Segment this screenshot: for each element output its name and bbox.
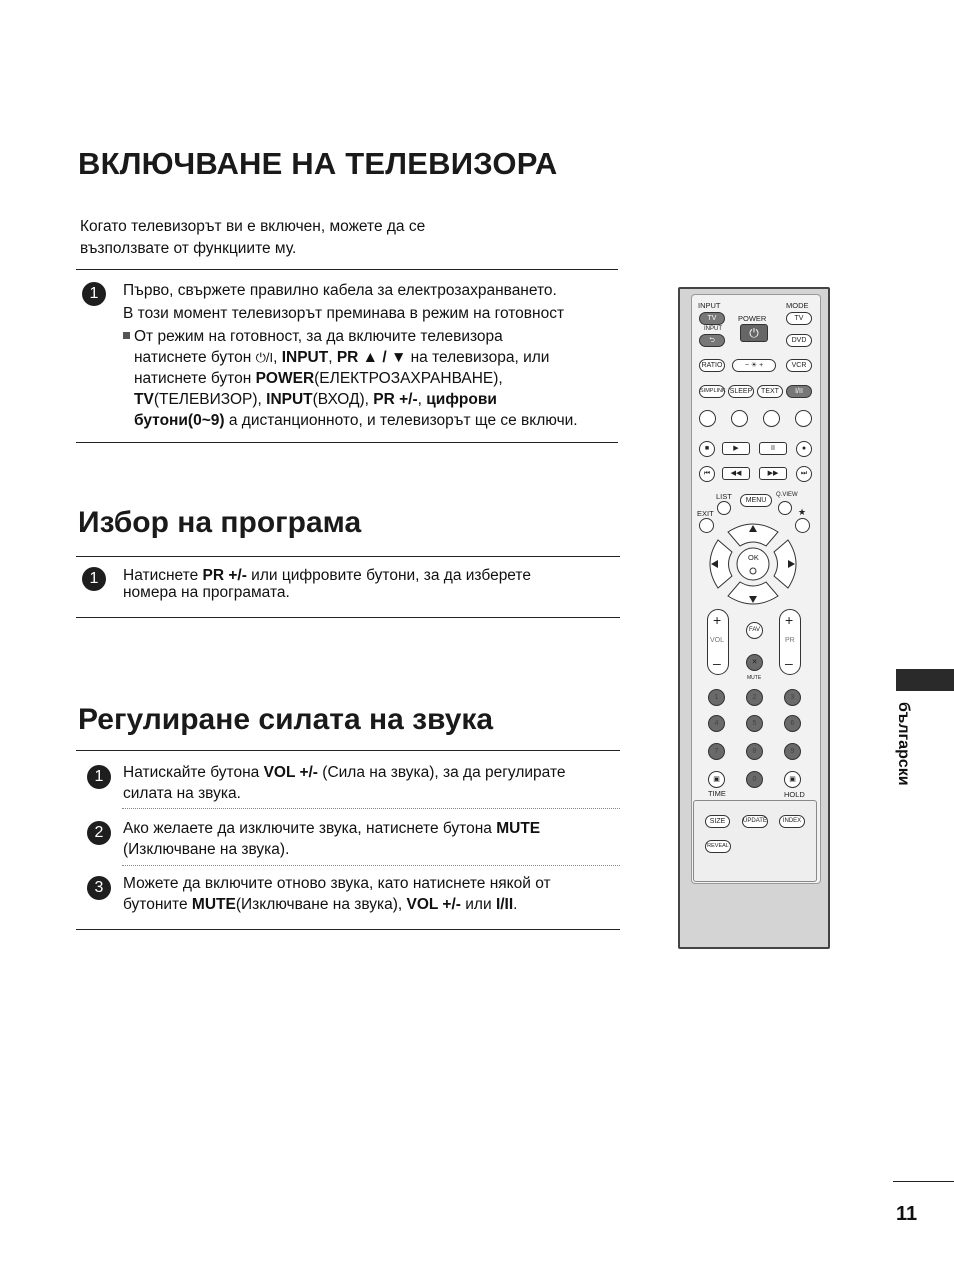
step-text: бутоните <box>123 896 192 913</box>
mute-bold: MUTE <box>191 896 236 913</box>
text-button: TEXT <box>757 385 783 398</box>
remote-label: TIME <box>708 789 726 798</box>
section-title: Избор на програма <box>78 506 362 539</box>
step-number: 2 <box>87 821 111 845</box>
bullet-text: , <box>273 349 282 366</box>
brightness-button: − ☀ + <box>732 359 776 372</box>
digit-8-button: 8 <box>746 743 763 760</box>
skip-back-button: ⏮ <box>699 466 715 482</box>
red-color-button <box>699 410 716 427</box>
bullet-text: От режим на готовност, за да включите телевизора <box>134 328 503 345</box>
input-bold: INPUT <box>281 349 329 366</box>
blue-color-button <box>795 410 812 427</box>
vol-step-3 <box>123 873 623 915</box>
bullet-text: , <box>328 349 337 366</box>
step-line <box>123 762 623 783</box>
page-number: 11 <box>896 1203 918 1225</box>
divider <box>76 929 620 930</box>
list-button <box>717 501 731 515</box>
divider <box>76 617 620 618</box>
i-ii-bold: I/II <box>495 896 514 913</box>
time-button: ▣ <box>708 771 725 788</box>
pause-button: II <box>759 442 787 455</box>
vol-minus-icon: – <box>713 655 721 671</box>
step-1-text <box>123 280 623 431</box>
step-line: номера на програмата. <box>123 584 290 601</box>
bullet-text: натиснете бутон <box>134 349 256 366</box>
step-line <box>123 894 623 915</box>
sleep-button: SLEEP <box>728 385 754 398</box>
menu-button: MENU <box>740 494 772 507</box>
step-number: 1 <box>82 567 106 591</box>
bullet-text: , <box>417 391 427 408</box>
digit-3-button: 3 <box>784 689 801 706</box>
bullet-line <box>123 389 623 410</box>
digit-7-button: 7 <box>708 743 725 760</box>
vol-plus-icon: + <box>713 612 722 628</box>
bullet-text: натиснете бутон <box>134 370 256 387</box>
intro-line: възползвате от функциите му. <box>80 240 297 257</box>
step-line: Първо, свържете правилно кабела за електрозахранването. <box>123 282 557 299</box>
digit-9-button: 9 <box>784 743 801 760</box>
digit-4-button: 4 <box>708 715 725 732</box>
mute-bold: MUTE <box>496 820 541 837</box>
bullet-text: на телевизора, или <box>406 349 550 366</box>
divider <box>76 442 618 443</box>
page-number-rule <box>893 1181 954 1182</box>
pr-bold: PR +/- <box>202 567 247 584</box>
minus-label: − <box>744 362 749 369</box>
intro-line: Когато телевизорът ви е включен, можете да се <box>80 218 426 235</box>
green-color-button <box>731 410 748 427</box>
digits-bold: цифрови <box>426 391 497 408</box>
step-number: 1 <box>87 765 111 789</box>
intro-text <box>80 216 500 260</box>
index-button: INDEX <box>779 815 805 828</box>
bullet-square-icon <box>123 332 130 339</box>
bullet-line <box>123 410 623 431</box>
vcr-button: VCR <box>786 359 812 372</box>
language-tab-block <box>896 669 954 691</box>
pr-bold: PR ▲ / ▼ <box>336 349 407 366</box>
remote-label: HOLD <box>784 790 805 799</box>
step-text: или <box>460 896 496 913</box>
remote-label: LIST <box>716 492 732 501</box>
bullet-text: (ВХОД), <box>312 391 374 408</box>
remote-label: MUTE <box>747 675 762 681</box>
step-number: 1 <box>82 282 106 306</box>
hold-button: ▣ <box>784 771 801 788</box>
update-button: UPDATE <box>742 815 768 828</box>
record-button: ● <box>796 441 812 457</box>
qview-button <box>778 501 792 515</box>
divider <box>76 269 618 270</box>
stop-button: ■ <box>699 441 715 457</box>
remote-label: INPUT <box>704 326 722 332</box>
bullet-line <box>123 326 623 347</box>
pr-minus-icon: – <box>785 655 793 671</box>
step-text: Ако желаете да изключите звука, натиснете бутона <box>123 820 497 837</box>
step-line <box>123 567 623 584</box>
skip-forward-button: ⏭ <box>796 466 812 482</box>
dotted-divider <box>122 808 620 809</box>
remote-label: EXIT <box>697 509 714 518</box>
tv-button: TV <box>699 312 725 325</box>
size-button: SIZE <box>705 815 730 828</box>
dvd-button: DVD <box>786 334 812 347</box>
vol-step-2 <box>123 818 623 860</box>
bullet-text: а дистанционното, и телевизорът ще се включи. <box>224 412 578 429</box>
ratio-button: RATIO <box>699 359 725 372</box>
digit-2-button: 2 <box>746 689 763 706</box>
remote-label: MODE <box>786 301 809 310</box>
section-2-text <box>123 567 623 601</box>
pr-bold: PR +/- <box>373 391 418 408</box>
step-line: Можете да включите отново звука, като натиснете някой от <box>123 875 551 892</box>
pr-plus-icon: + <box>785 612 794 628</box>
tv-bold: TV <box>134 391 154 408</box>
remote-label: VOL <box>710 637 725 644</box>
input-button: ⮌ <box>699 334 725 347</box>
reveal-button: REVEAL <box>705 840 731 853</box>
step-line: (Изключване на звука). <box>123 841 290 858</box>
digits-bold: бутони(0~9) <box>134 412 225 429</box>
input-bold: INPUT <box>266 391 313 408</box>
remote-label: Q.VIEW <box>776 492 798 498</box>
digit-1-button: 1 <box>708 689 725 706</box>
step-text: Натискайте бутона <box>123 764 264 781</box>
remote-label: INPUT <box>698 301 721 310</box>
i-ii-button: I/II <box>786 385 812 398</box>
step-number: 3 <box>87 876 111 900</box>
remote-label: PR <box>785 637 795 644</box>
bullet-line <box>123 368 623 389</box>
step-text: . <box>513 896 518 913</box>
rewind-button: ◀◀ <box>722 467 750 480</box>
bullet-text: (ЕЛЕКТРОЗАХРАНВАНЕ), <box>314 370 503 387</box>
plus-label: + <box>759 362 764 369</box>
step-text: (Сила на звука), за да регулирате <box>317 764 566 781</box>
fav-button: FAV <box>746 622 763 639</box>
fast-forward-button: ▶▶ <box>759 467 787 480</box>
step-text: Натиснете <box>123 567 203 584</box>
remote-label: POWER <box>738 314 767 323</box>
bullet-line <box>123 347 623 368</box>
digit-5-button: 5 <box>746 715 763 732</box>
remote-label: OK <box>748 553 759 562</box>
bullet-text: (ТЕЛЕВИЗОР), <box>153 391 267 408</box>
digit-6-button: 6 <box>784 715 801 732</box>
vol-bold: VOL +/- <box>406 896 461 913</box>
language-tab <box>884 700 924 800</box>
vol-step-1 <box>123 762 623 804</box>
language-tab-label: български <box>895 702 912 786</box>
navigation-pad <box>706 520 800 608</box>
digit-0-button: 0 <box>746 771 763 788</box>
divider <box>76 556 620 557</box>
divider <box>76 750 620 751</box>
mute-button: ✕ <box>746 654 763 671</box>
step-text: (Изключване на звука), <box>235 896 407 913</box>
step-text: или цифровите бутони, за да изберете <box>246 567 531 584</box>
yellow-color-button <box>763 410 780 427</box>
power-bold: POWER <box>255 370 315 387</box>
star-icon: ★ <box>798 507 807 517</box>
power-button: ⏻ <box>740 324 768 342</box>
section-title: Регулиране силата на звука <box>78 703 494 736</box>
page-title: ВКЛЮЧВАНЕ НА ТЕЛЕВИЗОРА <box>78 146 558 181</box>
play-button: ▶ <box>722 442 750 455</box>
vol-bold: VOL +/- <box>263 764 318 781</box>
step-line: силата на звука. <box>123 785 241 802</box>
power-symbol-icon: ⏻/I <box>255 350 274 365</box>
simplink-button: SIMPLINK <box>699 385 725 398</box>
tv-mode-button: TV <box>786 312 812 325</box>
dotted-divider <box>122 865 620 866</box>
step-line <box>123 818 623 839</box>
step-line: В този момент телевизорът преминава в режим на готовност <box>123 305 565 322</box>
